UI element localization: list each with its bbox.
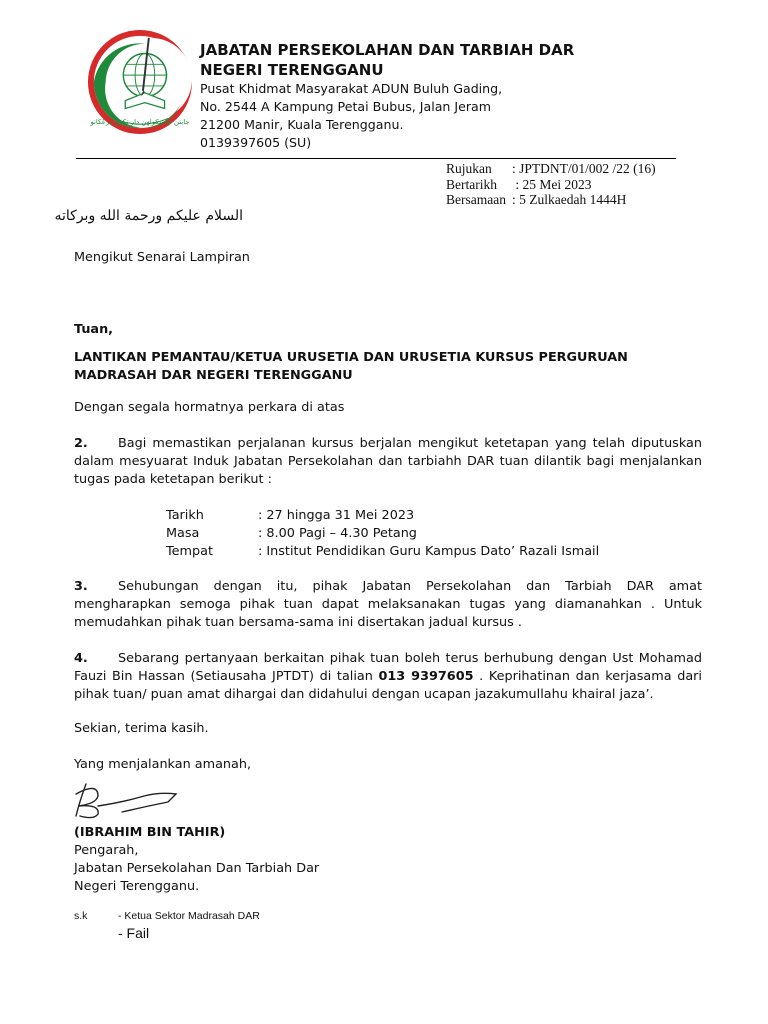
address-line3: 21200 Manir, Kuala Terengganu.	[200, 117, 404, 132]
tempat-label: Tempat	[166, 544, 213, 559]
organization-logo	[86, 28, 194, 136]
paragraph-4	[74, 650, 702, 704]
tarikh-value: : 27 hingga 31 Mei 2023	[258, 508, 415, 523]
handwritten-signature	[64, 776, 194, 826]
ref-rujukan	[446, 161, 656, 177]
para4-text-after: . Keprihatinan dan kerjasama dari pihak tuan/ puan amat dihargai dan didahului dengan ucapan jazakumullahu khairal jaza’.	[74, 669, 702, 702]
bertarikh-label: Bertarikh	[446, 177, 497, 192]
tarikh-label: Tarikh	[166, 508, 204, 523]
closing-line: Sekian, terima kasih.	[74, 721, 209, 736]
org-name-line2: NEGERI TERENGGANU	[200, 61, 384, 79]
para3-number: 3.	[74, 579, 88, 594]
rujukan-label: Rujukan	[446, 161, 492, 176]
bersamaan-value: : 5 Zulkaedah 1444H	[512, 192, 627, 207]
paragraph-2	[74, 435, 702, 489]
cc-item-1: - Ketua Sektor Madrasah DAR	[118, 910, 260, 922]
para4-text-before: Sebarang pertanyaan berkaitan pihak tuan boleh terus berhubung dengan Ust Mohamad Fauzi Bin Hassan (Setiausaha JPTDT) di talian	[74, 651, 702, 684]
detail-tempat	[166, 543, 599, 562]
opening-line: Dengan segala hormatnya perkara di atas	[74, 400, 345, 415]
subject-heading: LANTIKAN PEMANTAU/KETUA URUSETIA DAN URUSETIA KURSUS PERGURUAN MADRASAH DAR NEGERI TERENGGANU	[74, 350, 628, 383]
para3-text: Sehubungan dengan itu, pihak Jabatan Persekolahan dan Tarbiah DAR amat mengharapkan semoga pihak tuan dapat melaksanakan tugas yang diamanahkan . Untuk memudahkan pihak tuan bersama-sama ini disertakan jadual kursus .	[74, 579, 702, 630]
recipient-line: Mengikut Senarai Lampiran	[74, 250, 250, 265]
header-divider	[76, 158, 676, 159]
signatory-org-line1: Jabatan Persekolahan Dan Tarbiah Dar	[74, 861, 320, 876]
logo-arabic-text: جابتن فرسكولهن دار تكري ترڠڬانو	[90, 118, 190, 127]
para2-number: 2.	[74, 436, 88, 451]
detail-tarikh	[166, 507, 414, 526]
detail-masa	[166, 525, 417, 544]
signatory-org-line2: Negeri Terengganu.	[74, 879, 200, 894]
address-line2: No. 2544 A Kampung Petai Bubus, Jalan Jeram	[200, 99, 492, 114]
ref-bertarikh	[446, 177, 592, 193]
address-line1: Pusat Khidmat Masyarakat ADUN Buluh Gading,	[200, 81, 503, 96]
salutation: Tuan,	[74, 322, 114, 337]
paragraph-3	[74, 578, 702, 632]
closing-line-2: Yang menjalankan amanah,	[74, 757, 252, 772]
bersamaan-label: Bersamaan	[446, 192, 506, 207]
arabic-greeting: السلام عليكم ورحمة الله وبركاته	[54, 208, 243, 224]
cc-item-2: - Fail	[118, 925, 150, 941]
masa-label: Masa	[166, 526, 200, 541]
signatory-title: Pengarah,	[74, 843, 139, 858]
signatory-name: (IBRAHIM BIN TAHIR)	[74, 825, 226, 840]
para4-number: 4.	[74, 651, 88, 666]
bertarikh-value: : 25 Mei 2023	[512, 177, 592, 192]
para4-phone: 013 9397605	[378, 669, 474, 684]
rujukan-value: : JPTDNT/01/002 /22 (16)	[512, 161, 656, 176]
tempat-value: : Institut Pendidikan Guru Kampus Dato’ Razali Ismail	[258, 544, 600, 559]
cc-label: s.k	[74, 910, 88, 922]
masa-value: : 8.00 Pagi – 4.30 Petang	[258, 526, 417, 541]
ref-bersamaan	[446, 192, 626, 208]
org-name-line1: JABATAN PERSEKOLAHAN DAN TARBIAH DAR	[200, 41, 575, 59]
para2-text: Bagi memastikan perjalanan kursus berjalan mengikut ketetapan yang telah diputuskan dalam mesyuarat Induk Jabatan Persekolahan dan tarbiahh DAR tuan dilantik bagi menjalankan tugas pada ketetapan berikut :	[74, 436, 702, 487]
phone-line: 0139397605 (SU)	[200, 135, 312, 150]
